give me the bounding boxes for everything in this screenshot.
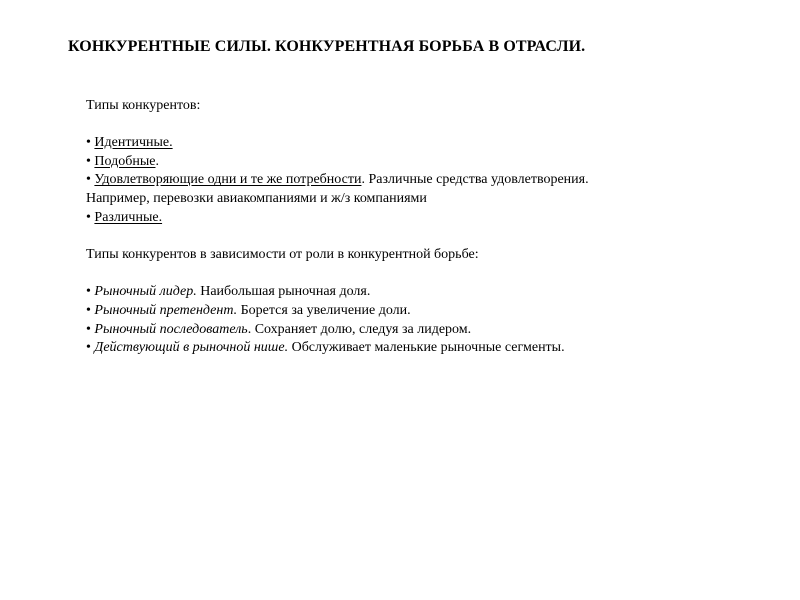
- slide-content: [86, 97, 646, 358]
- section1-heading: Типы конкурентов:: [86, 98, 201, 113]
- bullet: •: [86, 135, 95, 151]
- bullet: •: [86, 321, 95, 337]
- competitor-role-item: [86, 302, 646, 321]
- competitor-role-term: Рыночный лидер.: [94, 284, 197, 300]
- competitor-role-term: Рыночный последователь: [94, 321, 248, 337]
- competitor-role-text: Обслуживает маленькие рыночные сегменты.: [288, 340, 565, 356]
- competitor-role-text: Борется за увеличение доли.: [237, 302, 411, 318]
- bullet: •: [86, 209, 95, 225]
- bullet: •: [86, 284, 95, 300]
- competitor-role-item: [86, 283, 646, 302]
- competitor-type-term: Подобные: [94, 153, 156, 169]
- spacer: [86, 227, 646, 246]
- competitor-role-text: . Сохраняет долю, следуя за лидером.: [247, 321, 472, 337]
- section2-heading: Типы конкурентов в зависимости от роли в конкурентной борьбе:: [86, 246, 479, 262]
- spacer: [86, 116, 646, 135]
- competitor-type-item: [86, 153, 646, 172]
- competitor-type-text: .: [155, 153, 159, 169]
- competitor-type-item: [86, 209, 646, 228]
- competitor-type-term: Удовлетворяющие одни и те же потребности: [94, 172, 362, 188]
- competitor-type-item: [86, 134, 646, 153]
- competitor-role-term: Действующий в рыночной нише.: [94, 340, 289, 356]
- competitor-type-term: Различные.: [94, 209, 163, 225]
- bullet: •: [86, 172, 95, 188]
- slide-title: КОНКУРЕНТНЫЕ СИЛЫ. КОНКУРЕНТНАЯ БОРЬБА В ОТРАСЛИ.: [68, 38, 586, 55]
- competitor-type-term: Идентичные.: [94, 135, 173, 151]
- competitor-role-term: Рыночный претендент.: [94, 302, 238, 318]
- competitor-type-item: [86, 171, 646, 208]
- spacer: [86, 264, 646, 283]
- competitor-role-item: [86, 321, 646, 340]
- bullet: •: [86, 153, 95, 169]
- competitor-role-text: Наибольшая рыночная доля.: [196, 284, 371, 300]
- bullet: •: [86, 302, 95, 318]
- competitor-type-text: . Различные средства удовлетворения. Например, перевозки авиакомпаниями и ж/з компаниями: [86, 172, 589, 206]
- competitor-role-item: [86, 339, 646, 358]
- bullet: •: [86, 340, 95, 356]
